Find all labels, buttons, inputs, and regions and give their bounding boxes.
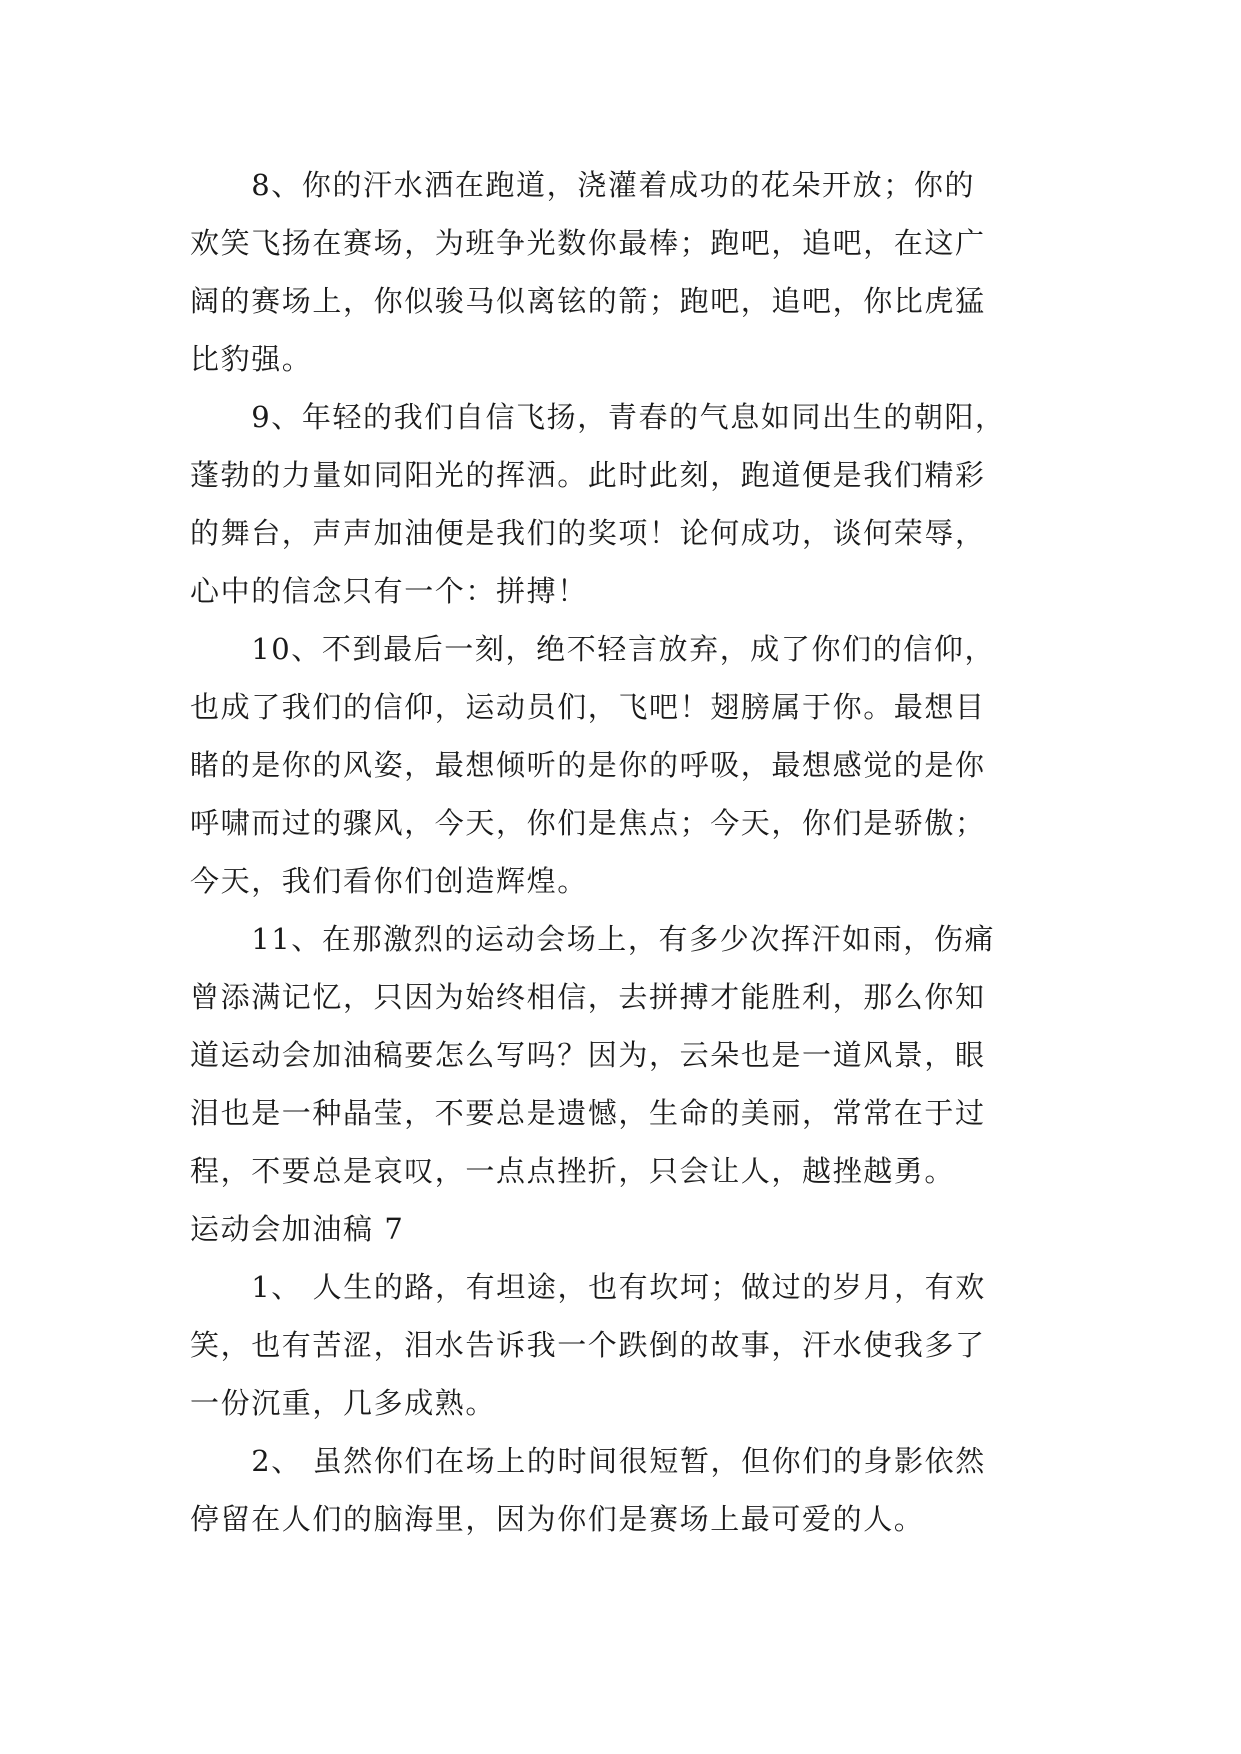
text-line: 的舞台，声声加油便是我们的奖项！论何成功，谈何荣辱，	[190, 516, 986, 550]
text-line: 10、不到最后一刻，绝不轻言放弃，成了你们的信仰，	[190, 632, 996, 666]
text-line: 2、 虽然你们在场上的时间很短暂，但你们的身影依然	[190, 1444, 986, 1478]
text-line: 1、 人生的路，有坦途，也有坎坷；做过的岁月，有欢	[190, 1270, 986, 1304]
text-line: 心中的信念只有一个：拼搏！	[190, 574, 588, 608]
text-line: 呼啸而过的骤风，今天，你们是焦点；今天，你们是骄傲；	[190, 806, 986, 840]
text-line: 蓬勃的力量如同阳光的挥洒。此时此刻，跑道便是我们精彩	[190, 458, 986, 492]
text-line: 也成了我们的信仰，运动员们，飞吧！翅膀属于你。最想目	[190, 690, 986, 724]
text-line: 8、你的汗水洒在跑道，浇灌着成功的花朵开放；你的	[190, 168, 976, 202]
text-line: 睹的是你的风姿，最想倾听的是你的呼吸，最想感觉的是你	[190, 748, 986, 782]
text-line: 程，不要总是哀叹，一点点挫折，只会让人，越挫越勇。	[190, 1154, 956, 1188]
text-line: 泪也是一种晶莹，不要总是遗憾，生命的美丽，常常在于过	[190, 1096, 986, 1130]
text-line: 欢笑飞扬在赛场，为班争光数你最棒；跑吧，追吧，在这广	[190, 226, 986, 260]
text-line: 一份沉重，几多成熟。	[190, 1386, 497, 1420]
text-line: 阔的赛场上，你似骏马似离铉的箭；跑吧，追吧，你比虎猛	[190, 284, 986, 318]
text-line: 9、年轻的我们自信飞扬，青春的气息如同出生的朝阳，	[190, 400, 1006, 434]
text-line: 11、在那激烈的运动会场上，有多少次挥汗如雨，伤痛	[190, 922, 996, 956]
text-line: 今天，我们看你们创造辉煌。	[190, 864, 588, 898]
text-line: 比豹强。	[190, 342, 313, 376]
text-line: 笑，也有苦涩，泪水告诉我一个跌倒的故事，汗水使我多了	[190, 1328, 986, 1362]
text-line: 曾添满记忆，只因为始终相信，去拼搏才能胜利，那么你知	[190, 980, 986, 1014]
text-line: 停留在人们的脑海里，因为你们是赛场上最可爱的人。	[190, 1502, 925, 1536]
text-line: 道运动会加油稿要怎么写吗？因为，云朵也是一道风景，眼	[190, 1038, 986, 1072]
section-heading: 运动会加油稿 7	[190, 1212, 405, 1246]
